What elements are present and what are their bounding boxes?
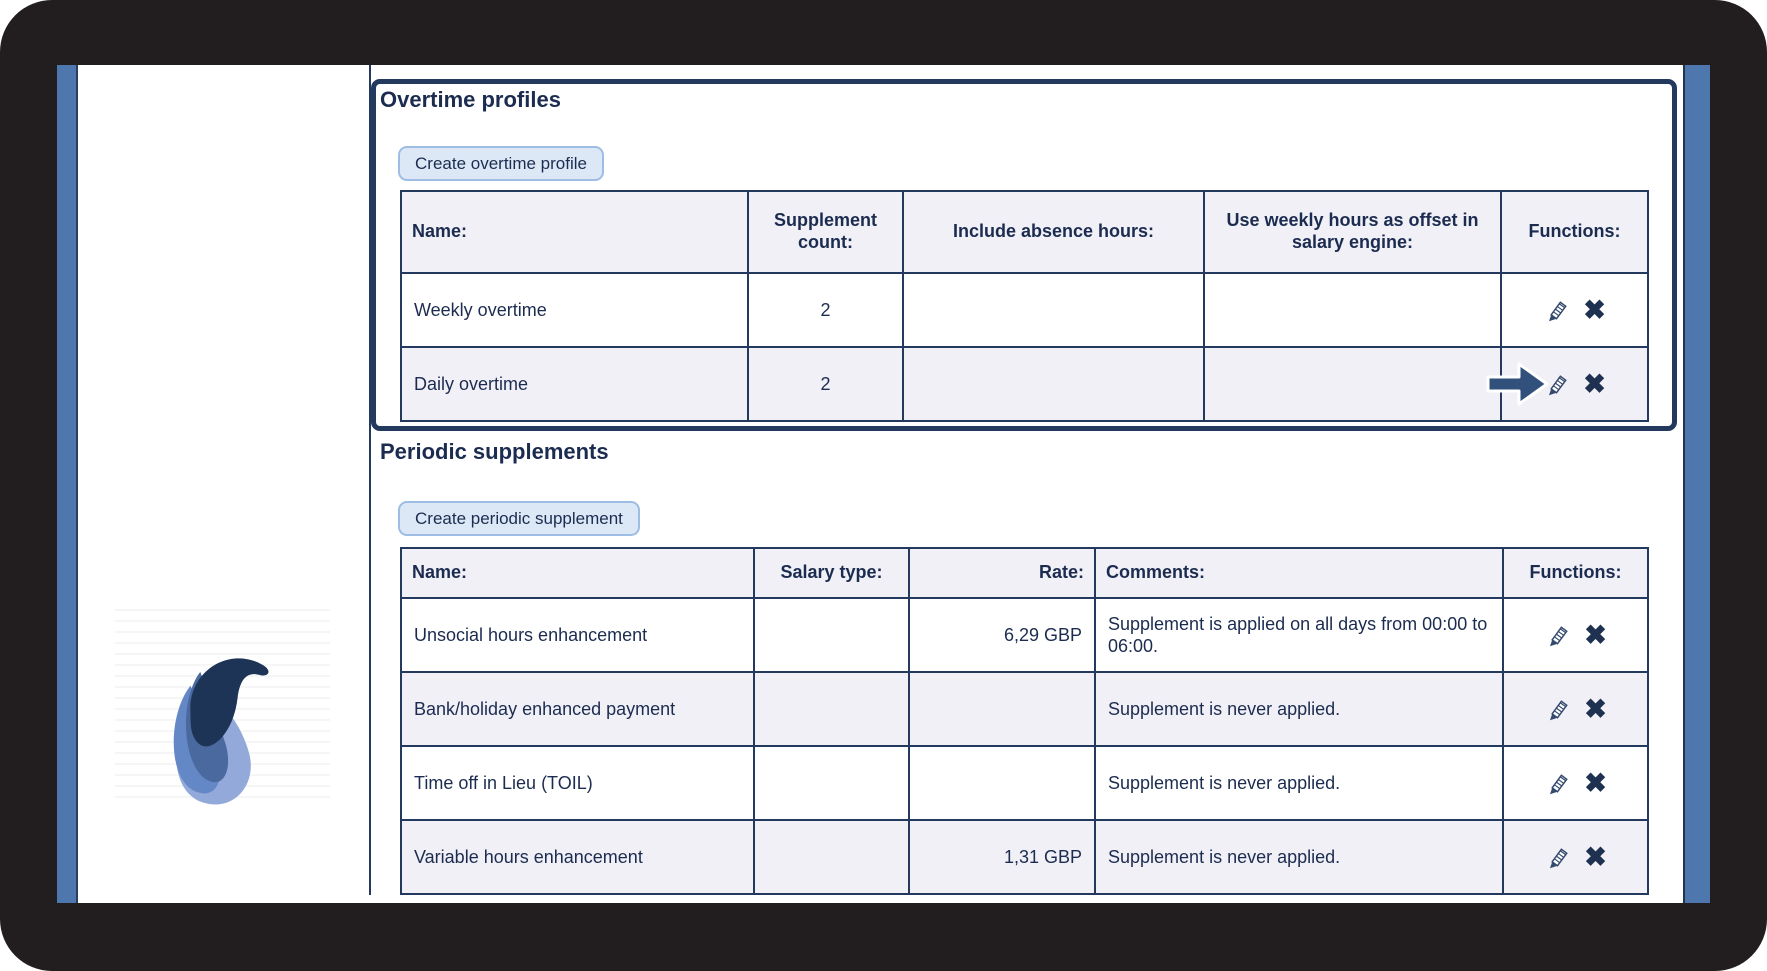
table-row [401,347,1648,421]
cell-functions [1503,820,1648,894]
edit-button[interactable] [1544,770,1571,797]
cell-comments: Supplement is never applied. [1095,672,1503,746]
cell-rate [909,672,1095,746]
cell-functions [1501,273,1648,347]
cell-name: Variable hours enhancement [401,820,754,894]
create-periodic-supplement-button[interactable]: Create periodic supplement [398,501,640,536]
cell-salary_type [754,746,909,820]
table-row [401,820,1648,894]
table-header-row [401,548,1648,598]
wave-logo-icon [157,637,275,817]
edit-button[interactable] [1544,622,1571,649]
right-accent-bar [1683,65,1710,903]
cell-comments: Supplement is applied on all days from 00:00 to 06:00. [1095,598,1503,672]
cell-rate [909,746,1095,820]
cell-include_absence [903,273,1204,347]
column-header: Rate: [909,548,1095,598]
create-overtime-profile-button[interactable]: Create overtime profile [398,146,604,181]
cell-supplement_count: 2 [748,347,903,421]
delete-button[interactable]: ✖ [1584,841,1607,872]
cell-supplement_count: 2 [748,273,903,347]
delete-button[interactable]: ✖ [1584,693,1607,724]
cell-functions [1501,347,1648,421]
overtime-profiles-table [400,190,1649,422]
cell-comments: Supplement is never applied. [1095,746,1503,820]
cell-name: Time off in Lieu (TOIL) [401,746,754,820]
edit-pencil-icon [1544,844,1571,871]
cell-functions [1503,672,1648,746]
periodic-supplements-title: Periodic supplements [380,439,609,464]
edit-pencil-icon [1543,371,1570,398]
delete-button[interactable]: ✖ [1583,294,1606,325]
periodic-supplements-table [400,547,1649,895]
cell-rate: 1,31 GBP [909,820,1095,894]
delete-button[interactable]: ✖ [1584,619,1607,650]
column-header: Name: [401,548,754,598]
left-accent-bar [57,65,78,903]
column-header: Name: [401,191,748,273]
cell-name: Bank/holiday enhanced payment [401,672,754,746]
cell-rate: 6,29 GBP [909,598,1095,672]
cell-functions [1503,746,1648,820]
edit-button[interactable] [1543,371,1570,398]
delete-button[interactable]: ✖ [1584,767,1607,798]
column-header: Functions: [1501,191,1648,273]
column-header: Supplement count: [748,191,903,273]
column-header: Include absence hours: [903,191,1204,273]
edit-pencil-icon [1544,622,1571,649]
cell-salary_type [754,820,909,894]
cell-name: Weekly overtime [401,273,748,347]
brand-logo [157,637,275,817]
browser-viewport [57,65,1710,903]
cell-name: Daily overtime [401,347,748,421]
column-header: Salary type: [754,548,909,598]
cell-functions [1503,598,1648,672]
delete-button[interactable]: ✖ [1583,368,1606,399]
column-header: Use weekly hours as offset in salary engine: [1204,191,1501,273]
table-row [401,273,1648,347]
cell-include_absence [903,347,1204,421]
table-row [401,746,1648,820]
edit-button[interactable] [1544,696,1571,723]
cell-salary_type [754,598,909,672]
edit-button[interactable] [1544,844,1571,871]
column-header: Functions: [1503,548,1648,598]
overtime-profiles-title: Overtime profiles [380,87,561,112]
table-header-row [401,191,1648,273]
edit-pencil-icon [1544,770,1571,797]
edit-pencil-icon [1544,696,1571,723]
table-row [401,598,1648,672]
cell-use_weekly_offset [1204,347,1501,421]
edit-button[interactable] [1543,297,1570,324]
cell-salary_type [754,672,909,746]
cell-comments: Supplement is never applied. [1095,820,1503,894]
column-header: Comments: [1095,548,1503,598]
table-row [401,672,1648,746]
edit-pencil-icon [1543,297,1570,324]
cell-name: Unsocial hours enhancement [401,598,754,672]
cell-use_weekly_offset [1204,273,1501,347]
